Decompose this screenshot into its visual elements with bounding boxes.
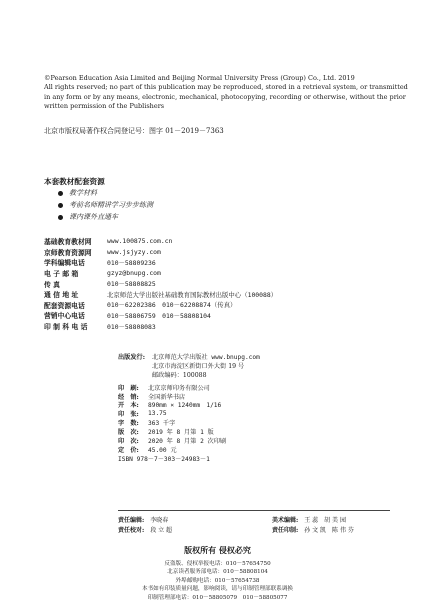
contact-row: 电 子 邮 箱 gzyz@bnupg.com xyxy=(44,269,161,279)
service-line: 本书如有印装质量问题，影响阅读，请与印制管理部联系调换 xyxy=(141,586,294,593)
service-line: 反盗版、侵权举报电话：010－57654750 xyxy=(164,561,271,567)
contact-row: 京师教育资源网 www.jsjyzy.com xyxy=(44,247,161,257)
copyright-notice xyxy=(44,74,408,112)
bullet-icon xyxy=(58,191,63,196)
cip-data-block xyxy=(118,352,388,463)
editor-credit: 责任编辑: 李晓春 xyxy=(118,517,169,524)
contact-row: 传 真 010－58808825 xyxy=(44,280,156,289)
service-line: 外埠邮购电话：010－57654738 xyxy=(175,577,260,584)
copyright-line: ©Pearson Education Asia Limited and Beijing Normal University Press (Group) Co., Ltd. 2019 xyxy=(44,74,355,82)
resources-title: 本套教材配套资源 xyxy=(44,177,105,186)
cip-row: 印 张: 13.75 xyxy=(118,410,167,419)
resource-item: 教学材料 xyxy=(58,187,153,199)
cip-row: 印 刷: 北京京师印务有限公司 xyxy=(118,384,210,392)
contact-row: 营销中心电话 010－58806759 010－58808104 xyxy=(44,311,211,321)
cip-row: 字 数: 363 千字 xyxy=(118,420,176,428)
service-line: 印制管理部电话：010－58805079 010－58805077 xyxy=(147,594,288,601)
editor-credit: 美术编辑: 王 蕊 胡 美 园 xyxy=(272,517,346,524)
contact-row: 基础教育教材网 www.100875.com.cn xyxy=(44,237,173,247)
isbn: ISBN 978－7－303－24983－1 xyxy=(118,455,210,463)
resource-item: 考前名师精讲学习步步练测 xyxy=(58,199,153,211)
contract-registration: 北京市版权局著作权合同登记号：图字 01－2019－7363 xyxy=(44,127,224,135)
service-line: 北京读者服务部电话：010－58808104 xyxy=(167,569,268,576)
copyright-line: All rights reserved; no part of this publication may be reproduced, stored in a retrieval system, or transmitted xyxy=(44,83,408,92)
contact-row: 通 信 地 址 北京师范大学出版社基础教育国际教材出版中心（100088） xyxy=(44,290,278,300)
divider xyxy=(118,510,390,511)
cip-row: 定 价: 45.00 元 xyxy=(118,446,177,454)
all-rights-reserved: 版权所有 侵权必究 xyxy=(184,546,251,555)
bullet-icon xyxy=(58,215,63,220)
contact-table xyxy=(44,236,277,331)
bullet-icon xyxy=(58,203,63,208)
resource-item: 课内课外直通车 xyxy=(58,211,153,223)
contact-row: 学科编辑电话 010－58809236 xyxy=(44,258,156,268)
contact-row: 印 制 科 电 话 010－58808083 xyxy=(44,322,156,332)
service-info xyxy=(0,560,435,602)
contact-row: 配套资源电话 010－62202386 010－62208874（传真） xyxy=(44,301,237,310)
cip-row: 北京市海淀区新街口外大街 19 号 xyxy=(152,362,245,370)
copyright-line: in any form or by any means, electronic, mechanical, photocopying, recording or otherwise, without the prior xyxy=(44,92,406,101)
copyright-line: written permission of the Publishers xyxy=(44,102,165,111)
cip-row: 印 次: 2020 年 8 月第 2 次印刷 xyxy=(118,437,227,445)
cip-row: 经 销: 全国新华书店 xyxy=(118,393,186,401)
editor-credit: 责任校对: 段 立 超 xyxy=(118,527,173,534)
cip-row: 出版发行: 北京师范大学出版社 www.bnupg.com xyxy=(118,353,260,361)
cip-row: 邮政编码：100088 xyxy=(152,371,207,379)
resources-list xyxy=(58,187,153,223)
cip-row: 开 本: 890mm × 1240mm 1/16 xyxy=(118,402,222,410)
cip-row: 版 次: 2019 年 8 月第 1 版 xyxy=(118,429,214,437)
editor-credit: 责任印制: 孙 文 凯 陈 伟 芬 xyxy=(272,527,354,534)
